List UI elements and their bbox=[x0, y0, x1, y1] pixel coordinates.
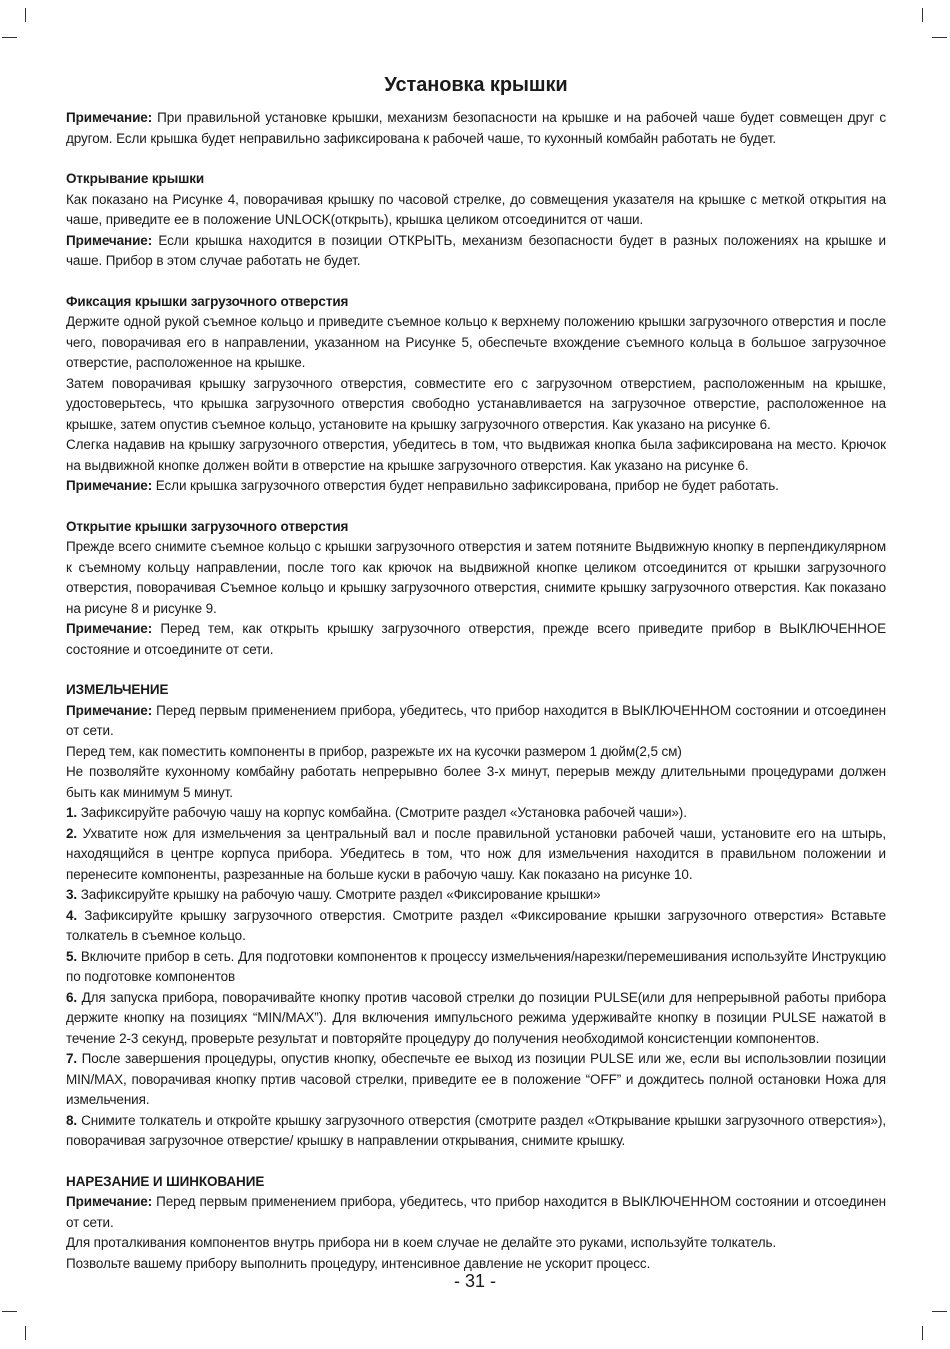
crop-mark-bottom-right-h bbox=[932, 1311, 947, 1312]
section bbox=[66, 517, 886, 661]
paragraph bbox=[66, 1111, 886, 1152]
paragraph-label: 2. bbox=[66, 825, 78, 841]
paragraph bbox=[66, 701, 886, 742]
paragraph-text: Держите одной рукой съемное кольцо и приведите съемное кольцо к верхнему положению крышки загрузочного отверстия и после чего, поворачивая его в направлении, указанном на Рисунке 5, обеспечьте вхождение съемного кольца в большое загрузочное отверстие, расположенное на крышке. bbox=[66, 314, 886, 370]
paragraph-text: После завершения процедуры, опустив кнопку, обеспечьте ее выход из позиции PULSE или же, если вы использовлии позиции MIN/MAX, поворачивая кнопку пртив часовой стрелки, приведите ее в положение “OFF” и дождитесь полной остановки Ножа для измельчения. bbox=[66, 1051, 886, 1107]
crop-mark-bottom-left-v bbox=[25, 1326, 26, 1340]
section-heading: Открытие крышки загрузочного отверстия bbox=[66, 518, 349, 534]
paragraph-text: Перед первым применением прибора, убедитесь, что прибор находится в ВЫКЛЮЧЕННОМ состоянии и отсоединен от сети. bbox=[66, 702, 886, 738]
paragraph bbox=[66, 374, 886, 436]
crop-mark-top-right-v bbox=[922, 8, 923, 22]
paragraph bbox=[66, 619, 886, 660]
paragraph-label: Примечание: bbox=[66, 1194, 153, 1209]
paragraph bbox=[66, 824, 886, 886]
paragraph-label: Примечание: bbox=[66, 702, 153, 718]
paragraph-text: Перед тем, как поместить компоненты в прибор, разрежьте их на кусочки размером 1 дюйм(2,5 см) bbox=[66, 743, 682, 759]
paragraph-text: Если крышка находится в позиции ОТКРЫТЬ, механизм безопасности будет в разных положениях на крышке и чаше. Прибор в этом случае работать не будет. bbox=[66, 232, 886, 268]
paragraph-label: Примечание: bbox=[66, 110, 153, 125]
paragraph bbox=[66, 537, 886, 619]
paragraph-text: При правильной установке крышки, механизм безопасности на крышке и на рабочей чаше будет совмещен друг с другом. Если крышка будет неправильно зафиксирована к рабочей чаше, то кухонный комбайн работать не будет. bbox=[66, 110, 886, 146]
paragraph bbox=[66, 906, 886, 947]
paragraph-label: 1. bbox=[66, 805, 78, 820]
paragraph bbox=[66, 988, 886, 1050]
paragraph-text: Перед первым применением прибора, убедитесь, что прибор находится в ВЫКЛЮЧЕННОМ состоянии и отсоединен от сети. bbox=[66, 1194, 886, 1230]
section bbox=[66, 1172, 886, 1275]
paragraph-text: Перед тем, как открыть крышку загрузочного отверстия, прежде всего приведите прибор в ВЫКЛЮЧЕННОЕ состояние и отсоедините от сети. bbox=[66, 621, 886, 657]
paragraph-label: 7. bbox=[66, 1051, 78, 1066]
section bbox=[66, 292, 886, 497]
paragraph bbox=[66, 231, 886, 272]
paragraph-text: Слегка надавив на крышку загрузочного отверстия, убедитесь в том, что выдвижая кнопка была зафиксирована на место. Крючок на выдвижной кнопке должен войти в отверстие на крышке загрузочного отверстия. Как указано на рисунке 6. bbox=[66, 437, 886, 473]
paragraph-text: Не позволяйте кухонному комбайну работать непрерывно более 3-х минут, перерыв между длительными процедурами должен быть как минимум 5 минут. bbox=[66, 764, 886, 800]
paragraph-text: Ухватите нож для измельчения за центральный вал и после правильной установки рабочей чаши, установите его на штырь, находящийся в центре корпуса прибора. Убедитесь в том, что нож для измельчения находится в правильном положении и перенесите компоненты, разрезанные на больше куски в рабочую чашу. Как показано на рисунке 10. bbox=[66, 825, 886, 882]
section-heading: Фиксация крышки загрузочного отверстия bbox=[66, 293, 349, 309]
paragraph-text: Для проталкивания компонентов внутрь прибора ни в коем случае не делайте это руками, используйте толкатель. bbox=[66, 1235, 777, 1250]
paragraph-label: 5. bbox=[66, 948, 78, 964]
page-title: Установка крышки bbox=[384, 74, 568, 96]
paragraph-label: Примечание: bbox=[66, 621, 153, 636]
paragraph bbox=[66, 1192, 886, 1233]
section-heading: НАРЕЗАНИЕ И ШИНКОВАНИЕ bbox=[66, 1173, 265, 1189]
paragraph-text: Зафиксируйте рабочую чашу на корпус комбайна. (Смотрите раздел «Установка рабочей чаши»). bbox=[77, 805, 687, 820]
paragraph-text: Если крышка загрузочного отверстия будет неправильно зафиксирована, прибор не будет работать. bbox=[152, 478, 779, 493]
paragraph-label: 6. bbox=[66, 989, 78, 1005]
crop-mark-bottom-left-h bbox=[2, 1311, 17, 1312]
section-heading: Открывание крышки bbox=[66, 171, 205, 186]
paragraph bbox=[66, 190, 886, 231]
crop-mark-top-left-h bbox=[2, 37, 17, 38]
paragraph-label: 8. bbox=[66, 1112, 78, 1128]
paragraph bbox=[66, 885, 886, 906]
paragraph-label: Примечание: bbox=[66, 478, 153, 493]
paragraph-text: Зафиксируйте крышку на рабочую чашу. Смотрите раздел «Фиксирование крышки» bbox=[77, 887, 601, 902]
paragraph-text: Позвольте вашему прибору выполнить процедуру, интенсивное давление не ускорит процесс. bbox=[66, 1255, 651, 1271]
paragraph bbox=[66, 312, 886, 374]
paragraph bbox=[66, 435, 886, 476]
section bbox=[66, 108, 886, 149]
paragraph-text: Зафиксируйте крышку загрузочного отверстия. Смотрите раздел «Фиксирование крышки загрузочного отверстия» Вставьте толкатель в съемное кольцо. bbox=[66, 907, 886, 943]
sections-container bbox=[66, 108, 886, 1274]
document-body bbox=[66, 72, 886, 1294]
crop-mark-top-left-v bbox=[25, 8, 26, 22]
page-number: - 31 - bbox=[453, 1271, 496, 1291]
paragraph bbox=[66, 947, 886, 988]
paragraph bbox=[66, 108, 886, 149]
paragraph bbox=[66, 1233, 886, 1254]
paragraph-text: Для запуска прибора, поворачивайте кнопку против часовой стрелки до позиции PULSE(или для непрерывной работы прибора держите кнопку на позициях “MIN/MAX”). Для включения импульсного режима удерживайте кнопку в позиции PULSE нажатой в течение 2-3 секунд, проверьте результат и повторяйте процедуру до получения необходимой консистенции компонентов. bbox=[66, 989, 886, 1046]
paragraph bbox=[66, 803, 886, 824]
paragraph bbox=[66, 742, 886, 763]
section bbox=[66, 169, 886, 272]
paragraph-text: Включите прибор в сеть. Для подготовки компонентов к процессу измельчения/нарезки/перемешивания используйте Инструкцию по подготовке компонентов bbox=[66, 948, 886, 984]
paragraph-label: Примечание: bbox=[66, 232, 153, 248]
section-heading: ИЗМЕЛЬЧЕНИЕ bbox=[66, 682, 169, 697]
paragraph-label: 4. bbox=[66, 907, 78, 923]
crop-mark-bottom-right-v bbox=[922, 1326, 923, 1340]
paragraph-text: Снимите толкатель и откройте крышку загрузочного отверстия (смотрите раздел «Открывание крышки загрузочного отверстия»), поворачивая загрузочное отверстие/ крышку в направлении открывания, снимите крышку. bbox=[66, 1112, 886, 1148]
paragraph-text: Затем поворачивая крышку загрузочного отверстия, совместите его с загрузочном отверстием, расположенным на крышке, удостоверьтесь, что крышка загрузочного отверстия свободно устанавливается на загрузочное отверстие, расположенное на крышке, затем опустив съемное кольцо, установите на крышку загрузочного отверстия. Как указано на рисунке 6. bbox=[66, 375, 886, 432]
section bbox=[66, 680, 886, 1152]
paragraph bbox=[66, 476, 886, 497]
paragraph-text: Как показано на Рисунке 4, поворачивая крышку по часовой стрелке, до совмещения указателя на крышке с меткой открытия на чаше, приведите ее в положение UNLOCK(открыть), крышка целиком отсоединится от чаши. bbox=[66, 191, 886, 227]
paragraph-label: 3. bbox=[66, 887, 78, 902]
paragraph-text: Прежде всего снимите съемное кольцо с крышки загрузочного отверстия и затем потяните Выдвижную кнопку в перпендикулярном к съемному кольцу направлении, после того как крючок на выдвижной кнопке целиком отсоединится от крышки загрузочного отверстия, поворачивая Съемное кольцо и крышку загрузочного отверстия, снимите крышку загрузочного отверстия. Как показано на рисуне 8 и рисунке 9. bbox=[66, 539, 886, 616]
paragraph bbox=[66, 762, 886, 803]
paragraph bbox=[66, 1049, 886, 1111]
crop-mark-top-right-h bbox=[932, 37, 947, 38]
